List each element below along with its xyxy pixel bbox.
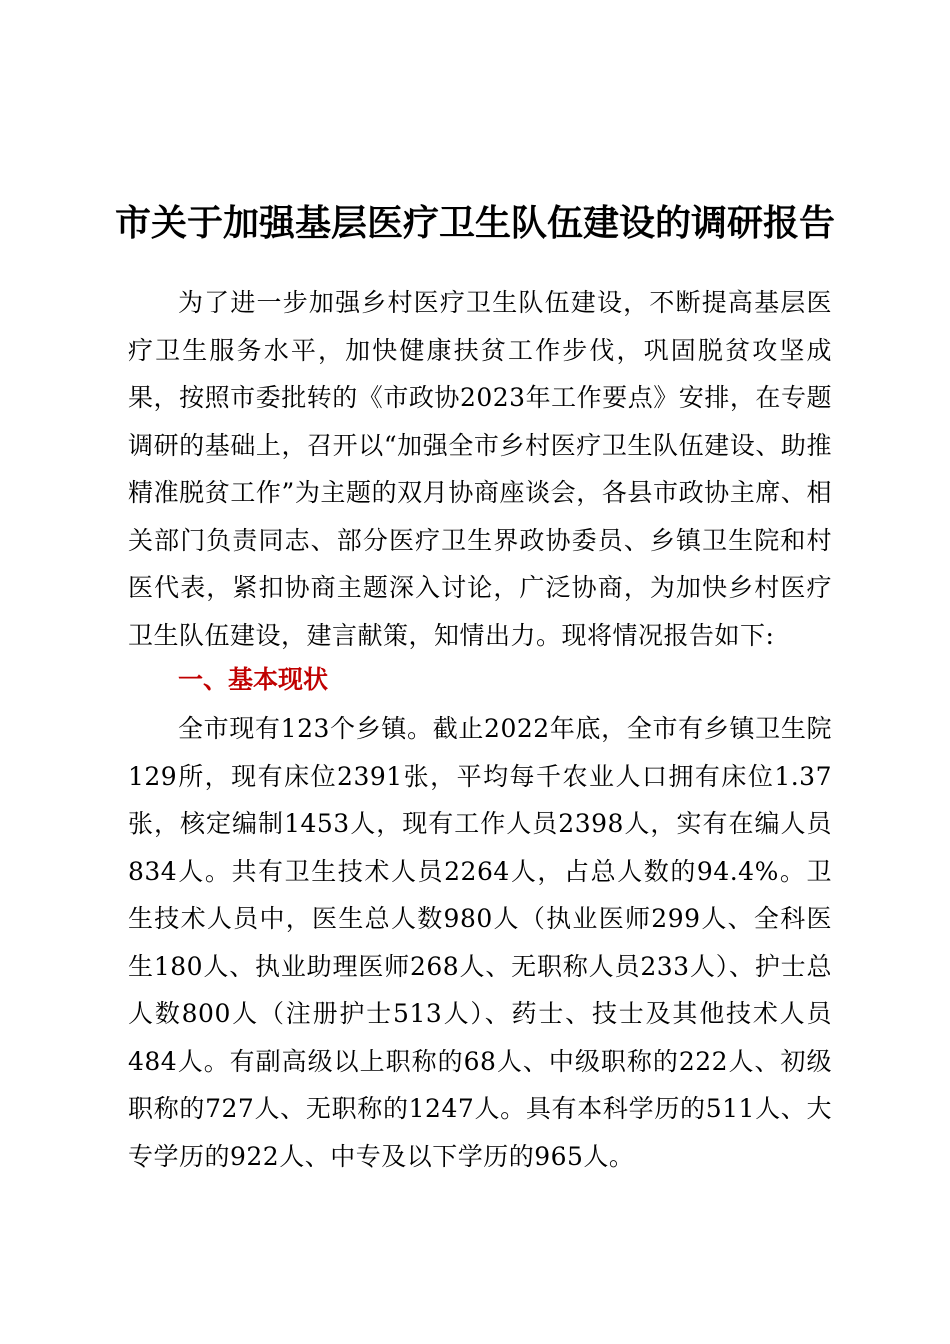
basic-status-paragraph: 全市现有123个乡镇。截止2022年底，全市有乡镇卫生院129所，现有床位2391张，平均每千农业人口拥有床位1.37张，核定编制1453人，现有工作人员2398人，实有在编人员834人。共有卫生技术人员2264人，占总人数的94.4%。卫生技术人员中，医生总人数980人（执业医师299人、全科医生180人、执业助理医师268人、无职称人员233人）、护士总人数800人（注册护士513人）、药士、技士及其他技术人员484人。有副高级以上职称的68人、中级职称的222人、初级职称的727人、无职称的1247人。具有本科学历的511人、大专学历的922人、中专及以下学历的965人。 [128,714,832,1171]
document-title: 市关于加强基层医疗卫生队伍建设的调研报告 [114,203,835,244]
intro-paragraph: 为了进一步加强乡村医疗卫生队伍建设，不断提高基层医疗卫生服务水平，加快健康扶贫工作步伐，巩固脱贫攻坚成果，按照市委批转的《市政协2023年工作要点》安排，在专题调研的基础上，召开以“加强全市乡村医疗卫生队伍建设、助推精准脱贫工作”为主题的双月协商座谈会，各县市政协主席、相关部门负责同志、部分医疗卫生界政协委员、乡镇卫生院和村医代表，紧扣协商主题深入讨论，广泛协商，为加快乡村医疗卫生队伍建设，建言献策，知情出力。现将情况报告如下: [128,288,832,650]
section-heading-basic-status: 一、基本现状 [178,665,329,694]
